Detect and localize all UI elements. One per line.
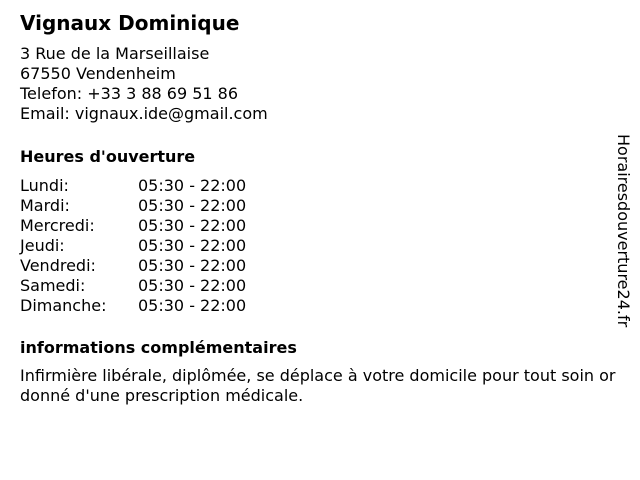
opening-hours-heading: Heures d'ouverture (20, 147, 196, 166)
opening-hours-list (20, 176, 610, 316)
day-label: Vendredi: (20, 256, 96, 275)
site-watermark: Horairesdouverture24.fr (614, 134, 633, 328)
hours-row-friday (20, 256, 610, 276)
additional-info-heading: informations complémentaires (20, 338, 297, 357)
day-label: Dimanche: (20, 296, 107, 315)
additional-info-text: Infirmière libérale, diplômée, se déplace à votre domicile pour tout soin ordonné d'une prescription médicale. (20, 366, 616, 405)
day-label: Lundi: (20, 176, 69, 195)
hours-row-saturday (20, 276, 610, 296)
phone-line: Telefon: +33 3 88 69 51 86 (20, 84, 239, 103)
hours-row-wednesday (20, 216, 610, 236)
day-label: Mardi: (20, 196, 70, 215)
time-range: 05:30 - 22:00 (138, 276, 247, 295)
time-range: 05:30 - 22:00 (138, 196, 247, 215)
day-label: Mercredi: (20, 216, 95, 235)
address-block (20, 44, 610, 124)
time-range: 05:30 - 22:00 (138, 236, 247, 255)
business-name: Vignaux Dominique (20, 11, 240, 35)
hours-row-sunday (20, 296, 610, 316)
street-address: 3 Rue de la Marseillaise (20, 44, 210, 63)
hours-row-monday (20, 176, 610, 196)
business-card (20, 10, 616, 406)
hours-row-thursday (20, 236, 610, 256)
email-line: Email: vignaux.ide@gmail.com (20, 104, 268, 123)
time-range: 05:30 - 22:00 (138, 216, 247, 235)
day-label: Samedi: (20, 276, 86, 295)
time-range: 05:30 - 22:00 (138, 256, 247, 275)
time-range: 05:30 - 22:00 (138, 296, 247, 315)
hours-row-tuesday (20, 196, 610, 216)
time-range: 05:30 - 22:00 (138, 176, 247, 195)
day-label: Jeudi: (20, 236, 65, 255)
city-line: 67550 Vendenheim (20, 64, 176, 83)
